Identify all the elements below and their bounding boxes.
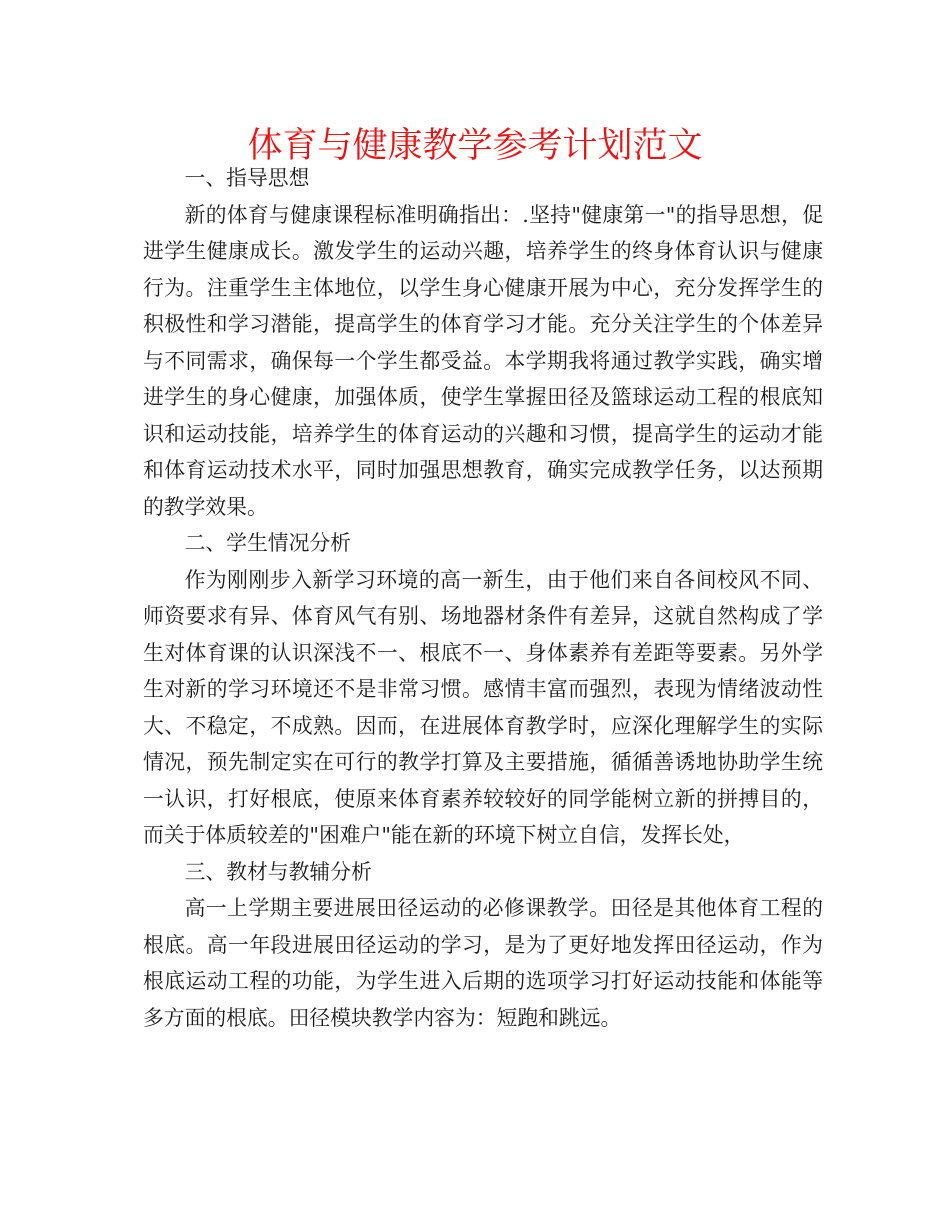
section-heading-materials-analysis: 三、教材与教辅分析	[184, 859, 372, 884]
section-paragraph-materials-analysis: 高一上学期主要进展田径运动的必修课教学。田径是其他体育工程的根底。高一年段进展田径运动的学习，是为了更好地发挥田径运动，作为根底运动工程的功能，为学生进入后期的选项学习打好运动技能和体能等多方面的根底。田径模块教学内容为：短跑和跳远。	[143, 896, 823, 1030]
section-paragraph-student-analysis: 作为刚刚步入新学习环境的高一新生，由于他们来自各间校风不同、师资要求有异、体育风气有别、场地器材条件有差异，这就自然构成了学生对体育课的认识深浅不一、根底不一、身体素养有差距等要素。另外学生对新的学习环境还不是非常习惯。感情丰富而强烈，表现为情绪波动性大、不稳定，不成熟。因而，在进展体育教学时，应深化理解学生的实际情况，预先制定实在可行的教学打算及主要措施，循循善诱地协助学生统一认识，打好根底，使原来体育素养较较好的同学能树立新的拼搏目的，而关于体质较差的"困难户"能在新的环境下树立自信，发挥长处，	[143, 567, 823, 847]
section-heading-student-analysis: 二、学生情况分析	[184, 531, 351, 555]
section-paragraph-guiding-ideology: 新的体育与健康课程标准明确指出：.坚持"健康第一"的指导思想，促进学生健康成长。激发学生的运动兴趣，培养学生的终身体育认识与健康行为。注重学生主体地位，以学生身心健康开展为中心，充分发挥学生的积极性和学习潜能，提高学生的体育学习才能。充分关注学生的个体差异与不同需求，确保每一个学生都受益。本学期我将通过教学实践，确实增进学生的身心健康，加强体质，使学生掌握田径及篮球运动工程的根底知识和运动技能，培养学生的体育运动的兴趣和习惯，提高学生的运动才能和体育运动技术水平，同时加强思想教育，确实完成教学任务，以达预期的教学效果。	[143, 202, 823, 519]
document-body	[143, 160, 823, 1036]
section-heading-guiding-ideology: 一、指导思想	[184, 166, 310, 190]
document-title: 体育与健康教学参考计划范文	[247, 126, 703, 166]
